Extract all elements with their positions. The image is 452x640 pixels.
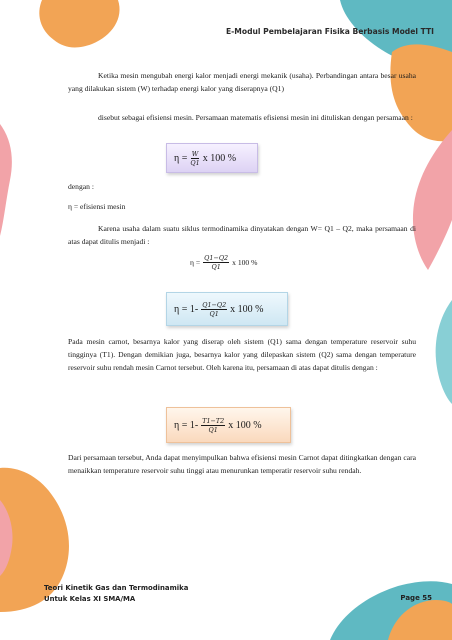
- page-number: Page 55: [400, 594, 432, 602]
- eq1-numerator: W: [191, 149, 199, 158]
- eq4-fraction: [201, 417, 225, 434]
- eq2-fraction: [203, 254, 229, 271]
- right-pink-leaf: [413, 130, 452, 270]
- eq4-lhs: η = 1-: [174, 419, 199, 431]
- eq2-rhs: x 100 %: [232, 258, 258, 267]
- eq3-fraction: [201, 301, 227, 318]
- paragraph-1: Ketika mesin mengubah energi kalor menjadi energi mekanik (usaha). Perbandingan antara besar usaha yang dilakukan sistem (W) terhadap energi kalor yang diserapnya (Q1): [68, 71, 416, 93]
- eq1-fraction: [190, 150, 199, 167]
- equation-box-efficiency: [166, 143, 258, 173]
- paragraph-4: Pada mesin carnot, besarnya kalor yang diserap oleh sistem (Q1) sama dengan temperature reservoir suhu tingginya (T1). Dengan demikian juga, besarnya kalor yang dilepaskan sistem (Q2) sama dengan temperature reservoir suhu rendah mesin Carnot tersebut. Oleh karena itu, persamaan di atas dapat ditulis dengan :: [68, 337, 416, 372]
- top-left-orange-blob: [39, 0, 119, 47]
- eq3-numerator: Q1−Q2: [202, 300, 227, 309]
- paragraph-3: Karena usaha dalam suatu siklus termodinamika dinyatakan dengan W= Q1 – Q2, maka persamaan di atas dapat ditulis menjadi :: [68, 224, 416, 246]
- paragraph-5: Dari persamaan tersebut, Anda dapat menyimpulkan bahwa efisiensi mesin Carnot dapat ditingkatkan dengan cara menaikkan temperature reservoir suhu tinggi atau menurunkan temperatir reservoir suhu rendah.: [68, 453, 416, 475]
- equation-box-heat: [166, 292, 288, 326]
- eq4-numerator: T1−T2: [202, 416, 225, 425]
- page-header: E-Modul Pembelajaran Fisika Berbasis Model TTI: [225, 27, 434, 36]
- eta-definition: η = efisiensi mesin: [68, 202, 126, 211]
- eq1-lhs: η =: [174, 152, 188, 164]
- eq3-denominator: Q1: [209, 309, 219, 318]
- footer-subject: Teori Kinetik Gas dan Termodinamika: [44, 584, 189, 592]
- eq2-denominator: Q1: [211, 263, 221, 271]
- paragraph-2: disebut sebagai efisiensi mesin. Persamaan matematis efisiensi mesin ini dituliskan dengan persamaan :: [98, 113, 413, 122]
- right-teal-blob: [436, 300, 452, 404]
- eq2-lhs: η =: [190, 258, 201, 267]
- equation-box-carnot: [166, 407, 291, 443]
- equation-inline: [190, 254, 257, 271]
- dengan-label: dengan :: [68, 182, 94, 191]
- eq4-rhs: x 100 %: [228, 419, 262, 431]
- footer-class: Untuk Kelas XI SMA/MA: [44, 595, 136, 603]
- eq3-lhs: η = 1-: [174, 303, 199, 315]
- eq2-numerator: Q1−Q2: [204, 254, 229, 262]
- eq1-denominator: Q1: [190, 158, 200, 167]
- eq4-denominator: Q1: [208, 425, 218, 434]
- eq1-rhs: x 100 %: [202, 152, 237, 164]
- left-pink-blob: [0, 124, 12, 236]
- eq3-rhs: x 100 %: [230, 303, 264, 315]
